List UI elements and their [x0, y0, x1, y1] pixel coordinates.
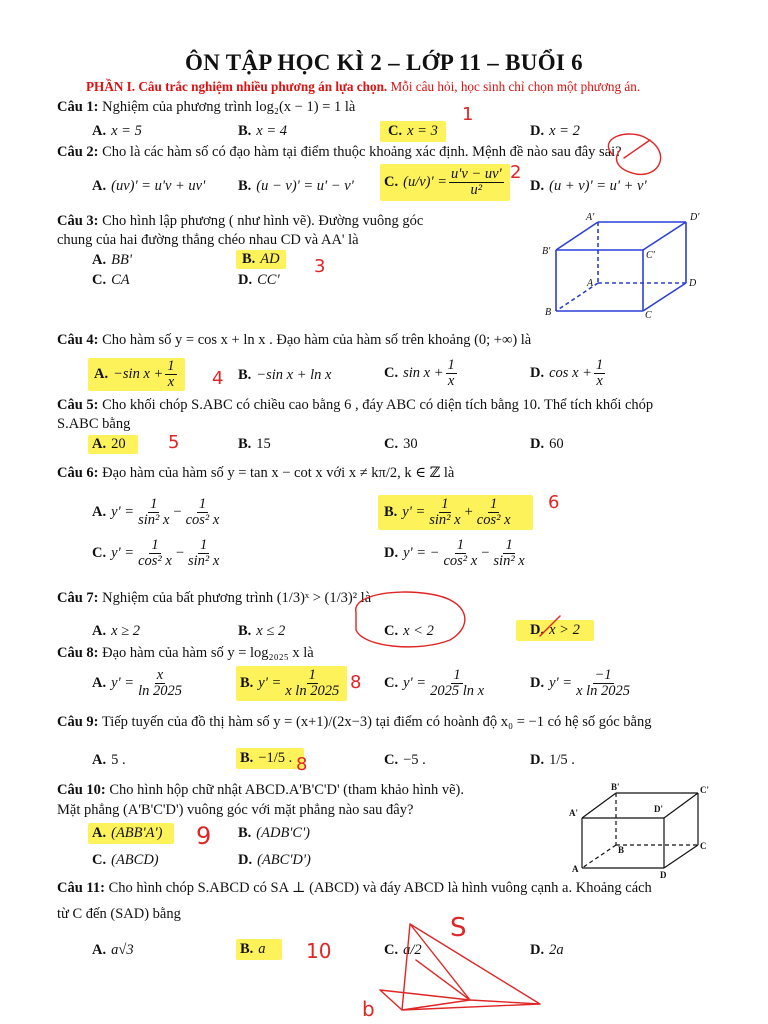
- q7-option-a[interactable]: A. x ≥ 2: [92, 623, 141, 639]
- q1-option-d[interactable]: D. x = 2: [530, 123, 580, 139]
- q8-option-a[interactable]: A. y' = $\frac{x}{\ln 2025}$: [92, 667, 182, 700]
- box-label-d: D: [660, 870, 667, 880]
- q4-option-d[interactable]: D. cos x + $\frac{1}{x}$: [530, 357, 604, 390]
- box-figure: [582, 793, 698, 868]
- q3-option-a[interactable]: A. BB': [92, 252, 132, 268]
- hand-note-3: 3: [314, 256, 326, 277]
- q3-option-d[interactable]: D. CC': [238, 272, 280, 288]
- cube-label-d1: D': [690, 212, 700, 223]
- cube-label-c: C: [645, 310, 652, 321]
- q8-option-c[interactable]: C. y' = $\frac{1}{\text{2025 ln x}}$: [384, 667, 485, 700]
- hand-note-10: 10: [306, 939, 332, 963]
- question-4: Câu 4: Cho hàm số y = cos x + ln x . Đạo hàm của hàm số trên khoảng (0; +∞) là: [57, 332, 532, 348]
- q5-option-c[interactable]: C. 30: [384, 436, 418, 452]
- q6-option-b[interactable]: B. y' = $\frac{1}{\text{sin² x}}$ + $\frac{1}{\text{cos² x}}$: [378, 495, 533, 530]
- q10-option-b[interactable]: B. (ADB'C'): [238, 825, 311, 841]
- q6-option-a[interactable]: A. y' = $\frac{1}{\text{sin² x}}$ − $\frac{1}{\text{cos² x}}$: [92, 496, 220, 529]
- q7-option-d[interactable]: D. x > 2: [516, 620, 594, 641]
- hand-note-6: 6: [548, 492, 560, 513]
- box-label-b1: B': [611, 782, 620, 792]
- q3-option-b[interactable]: B. AD: [236, 250, 286, 269]
- hand-note-4: 4: [212, 368, 224, 389]
- q2-option-c[interactable]: C. (u/v)' = $\frac{u'v - uv'}{\text{u²}}$: [380, 164, 510, 201]
- handwritten-marks: [356, 134, 661, 1010]
- q7-option-c[interactable]: C. x < 2: [384, 623, 434, 639]
- page-title: ÔN TẬP HỌC KÌ 2 – LỚP 11 – BUỔI 6: [185, 50, 583, 75]
- q11-option-d[interactable]: D. 2a: [530, 942, 564, 958]
- question-11-line2: từ C đến (SAD) bằng: [57, 906, 181, 922]
- question-5: Câu 5: Cho khối chóp S.ABC có chiều cao bằng 6 , đáy ABC có diện tích bằng 10. Thể tích khối chóp: [57, 397, 654, 413]
- cube-label-c1: C': [646, 250, 655, 261]
- q7-option-b[interactable]: B. x ≤ 2: [238, 623, 286, 639]
- q4-option-b[interactable]: B. −sin x + ln x: [238, 367, 332, 383]
- q1-option-c[interactable]: C. x = 3: [380, 121, 446, 142]
- q9-option-b[interactable]: B. −1/5 .: [236, 748, 304, 769]
- cube-label-a: A: [587, 278, 594, 289]
- cube-label-b1: B': [542, 246, 551, 257]
- hand-note-8: 8: [350, 672, 362, 693]
- cube-label-a1: A': [586, 212, 595, 223]
- question-10: Câu 10: Cho hình hộp chữ nhật ABCD.A'B'C'D' (tham khảo hình vẽ).: [57, 782, 464, 798]
- q2-option-a[interactable]: A. (uv)' = u'v + uv': [92, 178, 206, 194]
- circle-mark-q2: [608, 134, 660, 174]
- question-3-line2: chung của hai đường thẳng chéo nhau CD và AA' là: [57, 232, 359, 248]
- question-2: Câu 2: Cho là các hàm số có đạo hàm tại điểm thuộc khoảng xác định. Mệnh đề nào sau đây sai?: [57, 144, 622, 160]
- circle-mark-q7: [356, 592, 465, 647]
- q4-option-c[interactable]: C. sin x + $\frac{1}{x}$: [384, 357, 455, 390]
- q10-option-a[interactable]: A. (ABB'A'): [88, 823, 174, 844]
- q10-option-c[interactable]: C. (ABCD): [92, 852, 159, 868]
- cube-figure: [556, 222, 686, 311]
- hand-note-5: 5: [168, 432, 180, 453]
- box-label-a: A: [572, 864, 579, 874]
- box-label-d1: D': [654, 804, 663, 814]
- q6-option-d[interactable]: D. y' = − $\frac{1}{\text{cos² x}}$ − $\frac{1}{\text{sin² x}}$: [384, 537, 525, 570]
- q2-option-d[interactable]: D. (u + v)' = u' + v': [530, 178, 647, 194]
- question-7: Câu 7: Nghiệm của bất phương trình (1/3)ˣ > (1/3)² là: [57, 590, 372, 606]
- cross-mark-q2: [624, 140, 650, 158]
- box-label-b: B: [618, 845, 625, 855]
- hand-note-8b: 8: [296, 754, 308, 775]
- box-label-c: C: [700, 841, 707, 851]
- hand-note-2: 2: [510, 162, 522, 183]
- question-1: Câu 1: Nghiệm của phương trình log₂(x − 1) = 1 là: [57, 99, 356, 115]
- q6-option-c[interactable]: C. y' = $\frac{1}{\text{cos² x}}$ − $\frac{1}{\text{sin² x}}$: [92, 537, 220, 570]
- q11-option-c[interactable]: C. a/2: [384, 942, 422, 958]
- question-3: Câu 3: Cho hình lập phương ( như hình vẽ). Đường vuông góc: [57, 213, 424, 229]
- hand-note-b: b: [362, 997, 375, 1021]
- q8-option-b[interactable]: B. y' = $\frac{1}{\text{x ln 2025}}$: [236, 666, 347, 701]
- hand-note-9: 9: [196, 822, 212, 850]
- q9-option-c[interactable]: C. −5 .: [384, 752, 426, 768]
- hand-note-s: S: [450, 913, 467, 943]
- q11-option-b[interactable]: B. a: [236, 939, 282, 960]
- q5-option-b[interactable]: B. 15: [238, 436, 271, 452]
- q1-option-b[interactable]: B. x = 4: [238, 123, 288, 139]
- cube-label-b: B: [545, 307, 552, 318]
- question-9: Câu 9: Tiếp tuyến của đồ thị hàm số y = (x+1)/(2x−3) tại điểm có hoành độ x₀ = −1 có hệ số góc bằng: [57, 714, 652, 730]
- q9-option-a[interactable]: A. 5 .: [92, 752, 126, 768]
- q2-option-b[interactable]: B. (u − v)' = u' − v': [238, 178, 354, 194]
- cross-mark-q7: [540, 616, 560, 636]
- q4-option-a[interactable]: A. −sin x + $\frac{1}{x}$: [88, 358, 185, 391]
- q10-option-d[interactable]: D. (ABC'D'): [238, 852, 311, 868]
- box-label-c1: C': [700, 785, 709, 795]
- hand-note-1: 1: [462, 104, 474, 125]
- q5-option-d[interactable]: D. 60: [530, 436, 564, 452]
- question-6: Câu 6: Đạo hàm của hàm số y = tan x − cot x với x ≠ kπ/2, k ∈ ℤ là: [57, 465, 455, 481]
- question-10-line2: Mặt phẳng (A'B'C'D') vuông góc với mặt phẳng nào sau đây?: [57, 802, 414, 818]
- q3-option-c[interactable]: C. CA: [92, 272, 130, 288]
- box-label-a1: A': [569, 808, 578, 818]
- question-8: Câu 8: Đạo hàm của hàm số y = log₂₀₂₅ x là: [57, 645, 314, 661]
- q1-option-a[interactable]: A. x = 5: [92, 123, 142, 139]
- cube-label-d: D: [689, 278, 697, 289]
- q5-option-a[interactable]: A. 20: [88, 435, 138, 454]
- q8-option-d[interactable]: D. y' = $\frac{-1}{\text{x ln 2025}}$: [530, 667, 631, 700]
- q9-option-d[interactable]: D. 1/5 .: [530, 752, 575, 768]
- question-5-line2: S.ABC bằng: [57, 416, 131, 432]
- q11-option-a[interactable]: A. a√3: [92, 942, 134, 958]
- section-heading: PHẦN I. Câu trắc nghiệm nhiều phương án lựa chọn. Mỗi câu hỏi, học sinh chỉ chọn một phương án.: [86, 79, 641, 94]
- question-11: Câu 11: Cho hình chóp S.ABCD có SA ⊥ (ABCD) và đáy ABCD là hình vuông cạnh a. Khoảng cách: [57, 880, 652, 896]
